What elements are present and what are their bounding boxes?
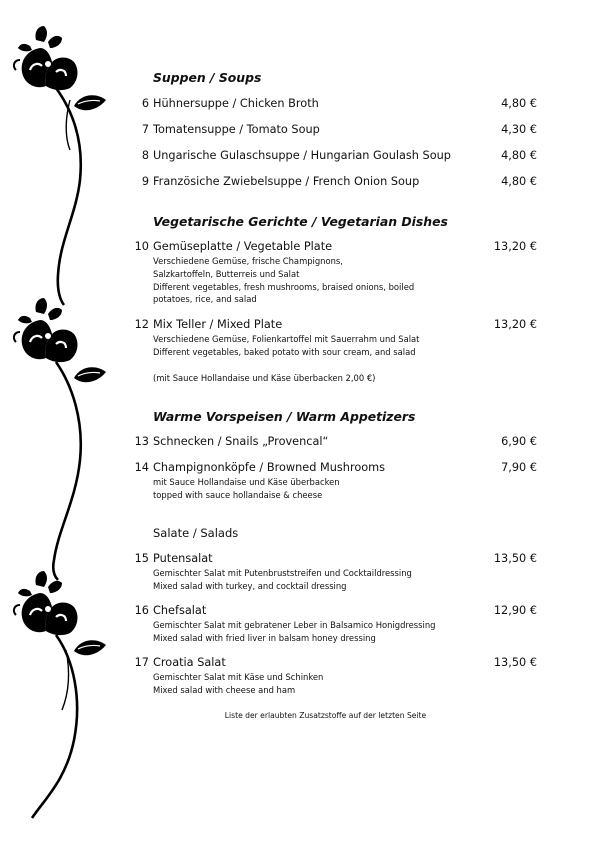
item-name: Mix Teller / Mixed Plate (153, 318, 283, 331)
menu-item (0, 461, 601, 477)
item-price: 13,20 € (493, 318, 537, 331)
menu-item (0, 175, 601, 191)
section-appetizers-title: Warme Vorspeisen / Warm Appetizers (153, 409, 416, 424)
item-name: Tomatensuppe / Tomato Soup (153, 123, 320, 136)
item-number: 6 (141, 97, 149, 110)
item-number: 16 (134, 604, 149, 617)
item-number: 9 (141, 175, 149, 188)
menu-item (0, 97, 601, 113)
item-number: 12 (134, 318, 149, 331)
menu-item (0, 656, 601, 672)
section-salads-title: Salate / Salads (153, 526, 239, 540)
item-price: 6,90 € (501, 435, 537, 448)
item-name: Croatia Salat (153, 656, 226, 669)
item-price: 13,50 € (493, 552, 537, 565)
item-number: 14 (134, 461, 149, 474)
item-price: 4,80 € (501, 149, 537, 162)
item-price: 13,20 € (493, 240, 537, 253)
item-price: 4,80 € (501, 97, 537, 110)
item-name: Chefsalat (153, 604, 207, 617)
menu-item (0, 604, 601, 620)
item-description: Gemischter Salat mit Putenbruststreifen und Cocktaildressing Mixed salad with turkey, and cocktail dressing (153, 568, 412, 591)
item-name: Französiche Zwiebelsuppe / French Onion Soup (153, 175, 420, 188)
menu-item (0, 318, 601, 334)
menu-item (0, 552, 601, 568)
menu-item (0, 240, 601, 256)
item-number: 15 (134, 552, 149, 565)
item-name: Putensalat (153, 552, 213, 565)
footer-note: Liste der erlaubten Zusatzstoffe auf der letzten Seite (224, 711, 427, 720)
vegetarian-note: (mit Sauce Hollandaise und Käse überbacken 2,00 €) (153, 373, 376, 383)
item-price: 4,30 € (501, 123, 537, 136)
item-description: mit Sauce Hollandaise und Käse überbacken topped with sauce hollandaise & cheese (153, 477, 340, 500)
item-name: Gemüseplatte / Vegetable Plate (153, 240, 333, 253)
item-price: 7,90 € (501, 461, 537, 474)
item-number: 17 (134, 656, 149, 669)
menu-item (0, 435, 601, 451)
item-name: Champignonköpfe / Browned Mushrooms (153, 461, 386, 474)
item-number: 10 (134, 240, 149, 253)
item-description: Verschiedene Gemüse, frische Champignons, Salzkartoffeln, Butterreis und Salat Different vegetables, fresh mushrooms, braised onions, boiled potatoes, rice, and salad (153, 256, 415, 305)
section-vegetarian-title: Vegetarische Gerichte / Vegetarian Dishes (153, 214, 448, 229)
menu-item (0, 123, 601, 139)
item-number: 8 (141, 149, 149, 162)
item-name: Schnecken / Snails „Provencal“ (153, 435, 329, 448)
item-name: Ungarische Gulaschsuppe / Hungarian Goulash Soup (153, 149, 451, 162)
item-description: Verschiedene Gemüse, Folienkartoffel mit Sauerrahm und Salat Different vegetables, baked potato with sour cream, and salad (153, 334, 420, 357)
item-price: 4,80 € (501, 175, 537, 188)
item-number: 7 (141, 123, 149, 136)
item-price: 12,90 € (493, 604, 537, 617)
item-number: 13 (134, 435, 149, 448)
item-name: Hühnersuppe / Chicken Broth (153, 97, 319, 110)
section-soups-title: Suppen / Soups (153, 70, 262, 85)
item-price: 13,50 € (493, 656, 537, 669)
menu-item (0, 149, 601, 165)
item-description: Gemischter Salat mit gebratener Leber in Balsamico Honigdressing Mixed salad with fried liver in balsam honey dressing (153, 620, 436, 643)
item-description: Gemischter Salat mit Käse und Schinken Mixed salad with cheese and ham (153, 672, 324, 695)
